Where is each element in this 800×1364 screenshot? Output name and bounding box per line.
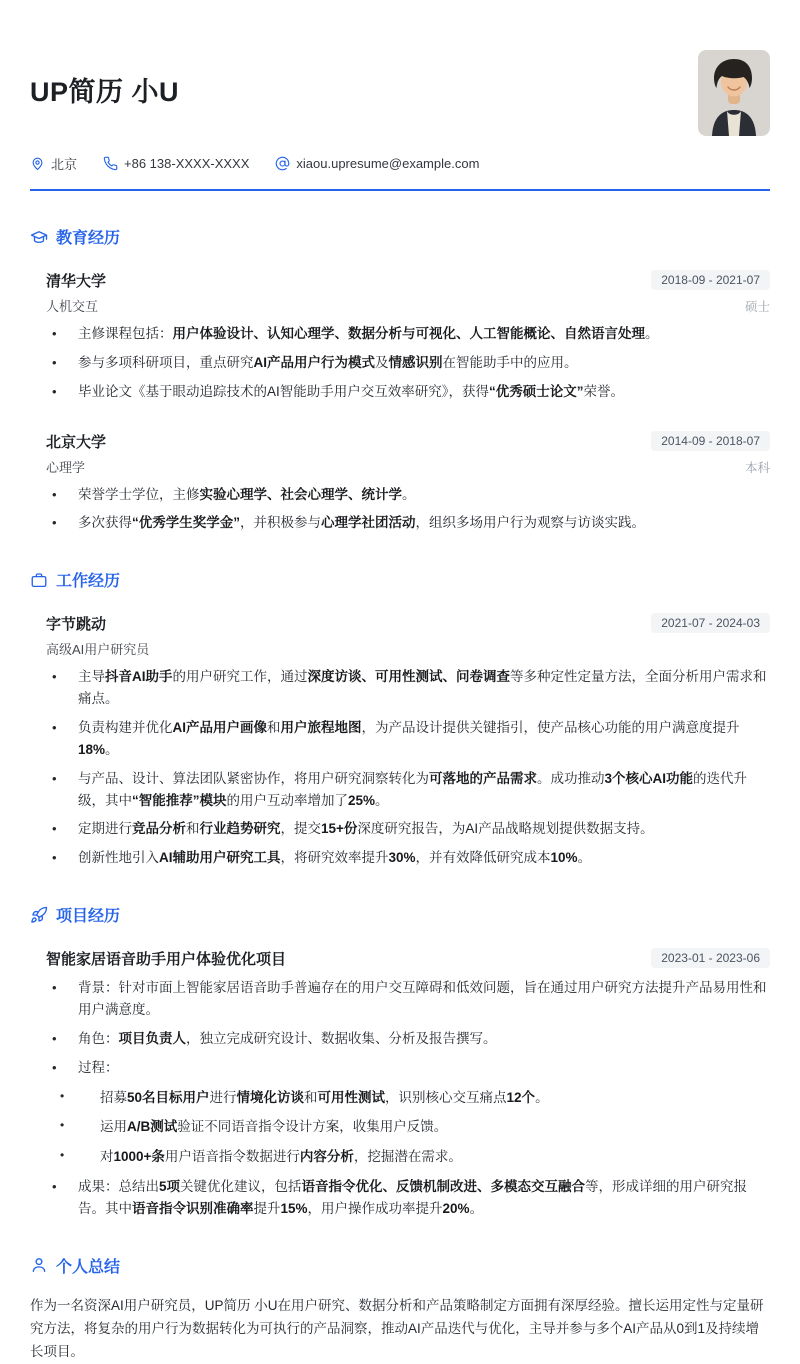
- sub-bullet-text: 运用A/B测试验证不同语音指令设计方案，收集用户反馈。: [100, 1119, 448, 1135]
- section-header: [30, 1254, 770, 1277]
- bullet-item: [46, 847, 770, 869]
- sub-bullet-dot: •: [60, 1148, 65, 1163]
- bullet-dot: •: [52, 1030, 57, 1046]
- candidate-name: UP简历 小U: [30, 77, 180, 107]
- bullet-dot: •: [52, 850, 57, 866]
- section-entries: [30, 948, 770, 1220]
- bullet-dot: •: [52, 354, 57, 370]
- bullet-dot: •: [52, 1179, 57, 1195]
- bullet-dot: •: [52, 383, 57, 399]
- bullet-text: 负责构建并优化AI产品用户画像和用户旅程地图，为产品设计提供关键指引，使产品核心功能的用户满意度提升18%。: [78, 720, 740, 757]
- bullet-dot: •: [52, 980, 57, 996]
- bullet-text: 成果：总结出5项关键优化建议，包括语音指令优化、反馈机制改进、多模态交互融合等，形成详细的用户研究报告。其中语音指令识别准确率提升15%，用户操作成功率提升20%。: [78, 1179, 748, 1217]
- bullet-dot: •: [52, 1059, 57, 1075]
- entry-date-badge: 2023-01 - 2023-06: [651, 948, 770, 968]
- sub-bullet-item: [46, 1087, 770, 1109]
- section-entries: [30, 613, 770, 869]
- bullet-text: 背景：针对市面上智能家居语音助手普遍存在的用户交互障碍和低效问题，旨在通过用户研究方法提升产品易用性和用户满意度。: [78, 980, 767, 1018]
- sub-bullet-item: [46, 1116, 770, 1138]
- entry-title: 智能家居语音助手用户体验优化项目: [46, 951, 287, 969]
- bullet-item: [46, 381, 770, 403]
- bullet-item: [46, 1176, 770, 1220]
- section-title: 个人总结: [56, 1258, 121, 1276]
- entry-subtitle: 高级AI用户研究员: [46, 642, 150, 658]
- bullet-text: 主修课程包括：用户体验设计、认知心理学、数据分析与可视化、人工智能概论、自然语言处理。: [78, 326, 659, 341]
- bullet-text: 多次获得“优秀学生奖学金”，并积极参与心理学社团活动，组织多场用户行为观察与访谈实践。: [78, 515, 645, 531]
- email-icon: [275, 156, 290, 171]
- bullet-text: 荣誉学士学位，主修实验心理学、社会心理学、统计学。: [78, 486, 416, 502]
- entry-title: 清华大学: [46, 273, 107, 290]
- location-icon: [30, 156, 45, 171]
- bullet-text: 过程：: [78, 1059, 119, 1075]
- bullet-item: [46, 1057, 770, 1079]
- bullet-text: 毕业论文《基于眼动追踪技术的AI智能助手用户交互效率研究》，获得“优秀硕士论文”荣誉。: [78, 383, 625, 399]
- entry-subtitle: 心理学: [46, 459, 86, 475]
- bullet-dot: •: [52, 486, 57, 502]
- phone-icon: [103, 156, 118, 171]
- sections-container: [30, 225, 770, 1364]
- contact-text: 北京: [51, 157, 78, 172]
- entry-date-badge: 2021-07 - 2024-03: [651, 613, 770, 633]
- bullet-text: 与产品、设计、算法团队紧密协作，将用户研究洞察转化为可落地的产品需求。成功推动3个核心AI功能的迭代升级，其中“智能推荐”模块的用户互动率增加了25%。: [78, 770, 748, 808]
- bullet-item: [46, 768, 770, 812]
- contact-item: [275, 156, 479, 171]
- entry: [30, 431, 770, 535]
- entry-bullets: [46, 977, 770, 1220]
- entry-date-badge: 2014-09 - 2018-07: [651, 431, 770, 451]
- bullet-dot: •: [52, 821, 57, 837]
- entry-subtitle: 人机交互: [46, 299, 99, 314]
- entry-subtitle-row: [46, 639, 770, 658]
- entry-title-row: [46, 948, 770, 969]
- bullet-dot: •: [52, 515, 57, 531]
- entry-title-row: [46, 431, 770, 452]
- bullet-item: [46, 1028, 770, 1050]
- bullet-text: 创新性地引入AI辅助用户研究工具，将研究效率提升30%，并有效降低研究成本10%。: [78, 850, 592, 866]
- section-title: 教育经历: [56, 230, 121, 247]
- entry-bullets: [46, 323, 770, 403]
- person-icon: [30, 1256, 48, 1274]
- rocket-icon: [30, 906, 48, 924]
- entry-subtitle-row: [46, 296, 770, 315]
- briefcase-icon: [30, 571, 48, 589]
- section-header: [30, 903, 770, 926]
- contact-item: [103, 156, 249, 171]
- bullet-dot: •: [52, 326, 57, 341]
- bullet-item: [46, 818, 770, 840]
- rocket-icon: [30, 906, 48, 924]
- entry: [30, 613, 770, 869]
- phone-icon: [103, 156, 118, 171]
- resume-section: [30, 1254, 770, 1364]
- summary-paragraph: 作为一名资深AI用户研究员，UP简历 小U在用户研究、数据分析和产品策略制定方面拥有深厚经验。擅长运用定性与定量研究方法，将复杂的用户行为数据转化为可执行的产品洞察，推动AI产品迭代与优化，主导并参与多个AI产品从0到1及持续增长项目。: [30, 1297, 764, 1359]
- bullet-dot: •: [52, 669, 57, 685]
- contact-row: [30, 154, 770, 173]
- resume-header: [30, 50, 770, 136]
- bullet-item: [46, 352, 770, 374]
- bullet-text: 主导抖音AI助手的用户研究工作，通过深度访谈、可用性测试、问卷调查等多种定性定量方法，全面分析用户需求和痛点。: [78, 669, 767, 707]
- entry-title-row: [46, 270, 770, 291]
- entry: [30, 948, 770, 1220]
- briefcase-icon: [30, 571, 48, 589]
- sub-bullet-text: 对1000+条用户语音指令数据进行内容分析，挖掘潜在需求。: [100, 1149, 462, 1165]
- entry-bullets: [46, 666, 770, 869]
- bullet-text: 参与多项科研项目，重点研究AI产品用户行为模式及情感识别在智能助手中的应用。: [78, 354, 578, 370]
- entry-bullets: [46, 484, 770, 535]
- graduation-cap-icon: [30, 228, 48, 246]
- entry-date-badge: 2018-09 - 2021-07: [651, 270, 770, 290]
- resume-section: [30, 225, 770, 534]
- resume-section: [30, 568, 770, 869]
- entry-degree: 硕士: [744, 300, 770, 314]
- profile-photo: [698, 50, 770, 136]
- section-header: [30, 568, 770, 591]
- bullet-item: [46, 323, 770, 345]
- section-header: [30, 225, 770, 248]
- entry-degree: 本科: [744, 460, 770, 475]
- bullet-item: [46, 484, 770, 506]
- location-icon: [30, 156, 45, 171]
- header-divider: [30, 189, 770, 191]
- contact-text: xiaou.upresume@example.com: [296, 156, 480, 171]
- resume-section: [30, 903, 770, 1220]
- email-icon: [275, 156, 290, 171]
- section-entries: [30, 270, 770, 534]
- entry: [30, 270, 770, 403]
- bullet-dot: •: [52, 720, 57, 736]
- person-icon: [30, 1256, 48, 1274]
- entry-title: 字节跳动: [46, 616, 107, 634]
- section-title: 工作经历: [56, 573, 121, 591]
- sub-bullet-text: 招募50名目标用户进行情境化访谈和可用性测试，识别核心交互痛点12个。: [100, 1089, 549, 1105]
- sub-bullet-item: [46, 1146, 770, 1168]
- entry-title: 北京大学: [46, 433, 107, 451]
- bullet-item: [46, 977, 770, 1021]
- sub-bullet-dot: •: [60, 1088, 65, 1103]
- sub-bullet-dot: •: [60, 1118, 65, 1133]
- graduation-cap-icon: [30, 228, 48, 246]
- bullet-item: [46, 666, 770, 710]
- bullet-dot: •: [52, 770, 57, 786]
- section-title: 项目经历: [56, 908, 121, 926]
- bullet-item: [46, 717, 770, 761]
- portrait-photo: [698, 50, 770, 136]
- bullet-text: 角色：项目负责人，独立完成研究设计、数据收集、分析及报告撰写。: [78, 1030, 497, 1046]
- entry-subtitle-row: [46, 457, 770, 476]
- sub-bullet-list: [46, 1087, 770, 1169]
- entry-title-row: [46, 613, 770, 634]
- contact-item: [30, 154, 77, 173]
- contact-text: +86 138-XXXX-XXXX: [124, 156, 250, 171]
- bullet-item: [46, 512, 770, 534]
- bullet-text: 定期进行竞品分析和行业趋势研究，提交15+份深度研究报告，为AI产品战略规划提供数据支持。: [78, 821, 654, 837]
